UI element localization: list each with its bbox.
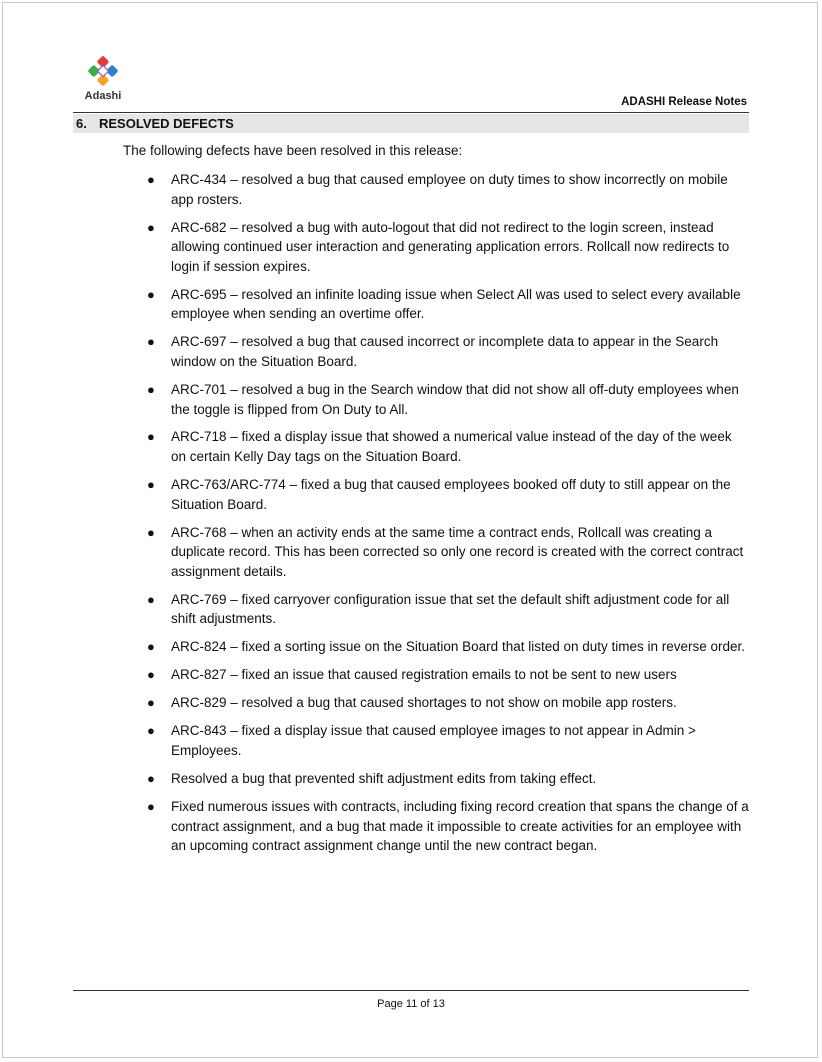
list-item — [143, 427, 749, 466]
list-item-text: ARC-695 – resolved an infinite loading issue when Select All was used to select every available employee when sending an overtime offer. — [171, 286, 741, 322]
section-heading — [73, 114, 749, 133]
bullet-icon: ● — [147, 591, 155, 607]
list-item — [143, 797, 749, 856]
list-item-text: ARC-697 – resolved a bug that caused incorrect or incomplete data to appear in the Search window on the Situation Board. — [171, 334, 719, 369]
bullet-icon: ● — [147, 695, 155, 711]
bullet-icon: ● — [147, 286, 155, 302]
section-intro: The following defects have been resolved in this release: — [123, 143, 463, 158]
page-number: Page 11 of 13 — [377, 998, 445, 1010]
bullet-icon: ● — [147, 219, 155, 235]
bullet-icon: ● — [147, 381, 155, 397]
footer-divider — [73, 990, 749, 991]
list-item-text: ARC-434 – resolved a bug that caused employee on duty times to show incorrectly on mobile app rosters. — [171, 172, 728, 207]
list-item-text: ARC-763/ARC-774 – fixed a bug that caused employees booked off duty to still appear on the Situation Board. — [171, 477, 731, 512]
list-item — [143, 218, 749, 277]
bullet-icon: ● — [147, 723, 155, 739]
bullet-icon: ● — [147, 770, 155, 786]
bullet-icon: ● — [147, 667, 155, 683]
header-divider — [73, 112, 749, 113]
list-item — [143, 380, 749, 419]
list-item-text: ARC-827 – fixed an issue that caused registration emails to not be sent to new users — [171, 667, 677, 683]
bullet-icon: ● — [147, 429, 155, 445]
list-item-text: ARC-824 – fixed a sorting issue on the Situation Board that listed on duty times in reverse order. — [171, 639, 746, 655]
bullet-icon: ● — [147, 639, 155, 655]
list-item — [143, 693, 749, 713]
bullet-icon: ● — [147, 334, 155, 350]
list-item — [143, 637, 749, 657]
list-item — [143, 590, 749, 629]
bullet-icon: ● — [147, 172, 155, 187]
list-item — [143, 721, 749, 760]
list-item-text: Resolved a bug that prevented shift adjustment edits from taking effect. — [171, 770, 597, 786]
bullet-icon: ● — [147, 524, 155, 540]
section-number: 6. — [76, 116, 87, 131]
section-title: RESOLVED DEFECTS — [99, 116, 234, 131]
logo-wordmark: Adashi — [84, 90, 122, 102]
list-item — [143, 523, 749, 582]
list-item-text: ARC-682 – resolved a bug with auto-logout that did not redirect to the login screen, instead allowing continued user interaction and generating application errors. Rollcall now redirects to login if session expires. — [171, 219, 730, 274]
bullet-icon: ● — [147, 477, 155, 493]
list-item-text: ARC-701 – resolved a bug in the Search window that did not show all off-duty employees when the toggle is flipped from On Duty to All. — [171, 381, 739, 417]
list-item-text: ARC-829 – resolved a bug that caused shortages to not show on mobile app rosters. — [171, 695, 677, 711]
list-item — [143, 285, 749, 324]
list-item — [143, 332, 749, 371]
list-item-text: Fixed numerous issues with contracts, including fixing record creation that spans the change of a contract assignment, and a bug that made it impossible to create activities for an employee with an upcoming contract assignment change until the new contract began. — [171, 798, 749, 854]
defect-list — [143, 170, 749, 864]
list-item-text: ARC-768 – when an activity ends at the same time a contract ends, Rollcall was creating a duplicate record. This has been corrected so only one record is created with the correct contract assignment details. — [171, 524, 744, 579]
list-item-text: ARC-843 – fixed a display issue that caused employee images to not appear in Admin > Employees. — [171, 723, 696, 758]
list-item — [143, 665, 749, 685]
list-item-text: ARC-718 – fixed a display issue that showed a numerical value instead of the day of the week on certain Kelly Day tags on the Situation Board. — [171, 429, 732, 465]
list-item-text: ARC-769 – fixed carryover configuration issue that set the default shift adjustment code for all shift adjustments. — [171, 591, 730, 627]
list-item — [143, 475, 749, 514]
list-item — [143, 769, 749, 789]
bullet-icon: ● — [147, 798, 155, 814]
document-title: ADASHI Release Notes — [621, 96, 747, 108]
company-logo — [80, 54, 126, 104]
adashi-logo-icon — [86, 54, 120, 88]
list-item — [143, 170, 749, 209]
